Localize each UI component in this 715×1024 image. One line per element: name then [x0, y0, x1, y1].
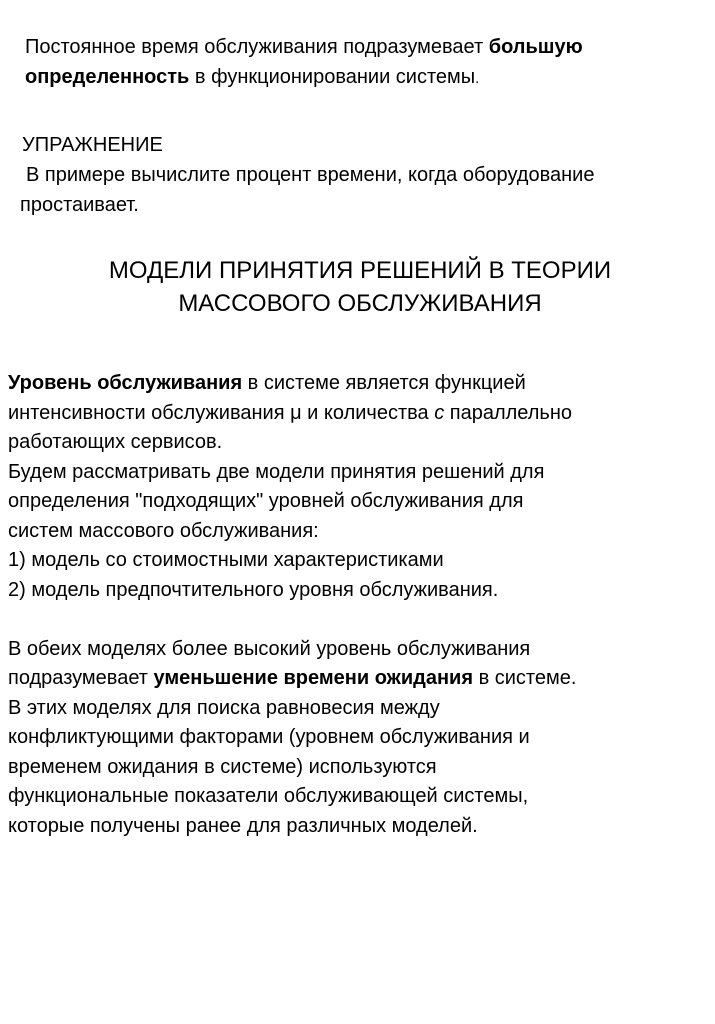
intro-paragraph: [25, 32, 705, 94]
list-item: 1) модель со стоимостными характеристиками: [8, 549, 444, 571]
intro-text: в функционировании системы: [189, 66, 476, 88]
paragraph-gap: [8, 605, 708, 635]
intro-period: .: [475, 70, 480, 87]
body-line: В этих моделях для поиска равновесия между: [8, 696, 440, 719]
list-item: 2) модель предпочтительного уровня обслуживания.: [8, 578, 499, 601]
body-text: интенсивности обслуживания μ и количества: [8, 401, 435, 424]
intro-bold-text: определенность: [25, 66, 190, 88]
intro-text: Постоянное время обслуживания подразумевает: [25, 36, 489, 58]
body-line: конфликтующими факторами (уровнем обслуживания и: [8, 726, 530, 748]
body-text: параллельно: [444, 401, 573, 424]
body-line: [8, 664, 708, 694]
body-paragraph: [8, 369, 708, 841]
body-line: В обеих моделях более высокий уровень обслуживания: [8, 637, 531, 660]
exercise-text-line-2: простаивает.: [20, 194, 139, 216]
body-text: в системе является функцией: [242, 372, 526, 394]
intro-bold-text: большую: [488, 36, 583, 58]
body-line: систем массового обслуживания:: [8, 519, 319, 542]
intro-line-1: [25, 32, 705, 62]
body-line: Будем рассматривать две модели принятия решений для: [8, 460, 545, 483]
bold-term: Уровень обслуживания: [8, 372, 243, 394]
heading-line-2: МАССОВОГО ОБСЛУЖИВАНИЯ: [178, 290, 542, 317]
italic-variable: c: [434, 401, 445, 424]
body-line: [8, 399, 708, 429]
exercise-block: [20, 130, 710, 220]
exercise-title: УПРАЖНЕНИЕ: [22, 134, 163, 156]
body-line: работающих сервисов.: [8, 431, 223, 453]
body-text: подразумевает: [8, 667, 154, 689]
section-heading: [20, 254, 700, 320]
body-line: функциональные показатели обслуживающей системы,: [8, 785, 529, 807]
exercise-text-line-1: В примере вычислите процент времени, когда оборудование: [26, 164, 595, 186]
body-line: определения "подходящих" уровней обслуживания для: [8, 490, 524, 512]
intro-line-2: [25, 62, 705, 94]
body-line: которые получены ранее для различных моделей.: [8, 814, 478, 837]
body-text: в системе.: [473, 667, 577, 689]
body-line: [8, 369, 708, 399]
heading-line-1: МОДЕЛИ ПРИНЯТИЯ РЕШЕНИЙ В ТЕОРИИ: [108, 257, 612, 284]
body-line: временем ожидания в системе) используются: [8, 755, 437, 778]
bold-term: уменьшение времени ожидания: [153, 667, 474, 689]
